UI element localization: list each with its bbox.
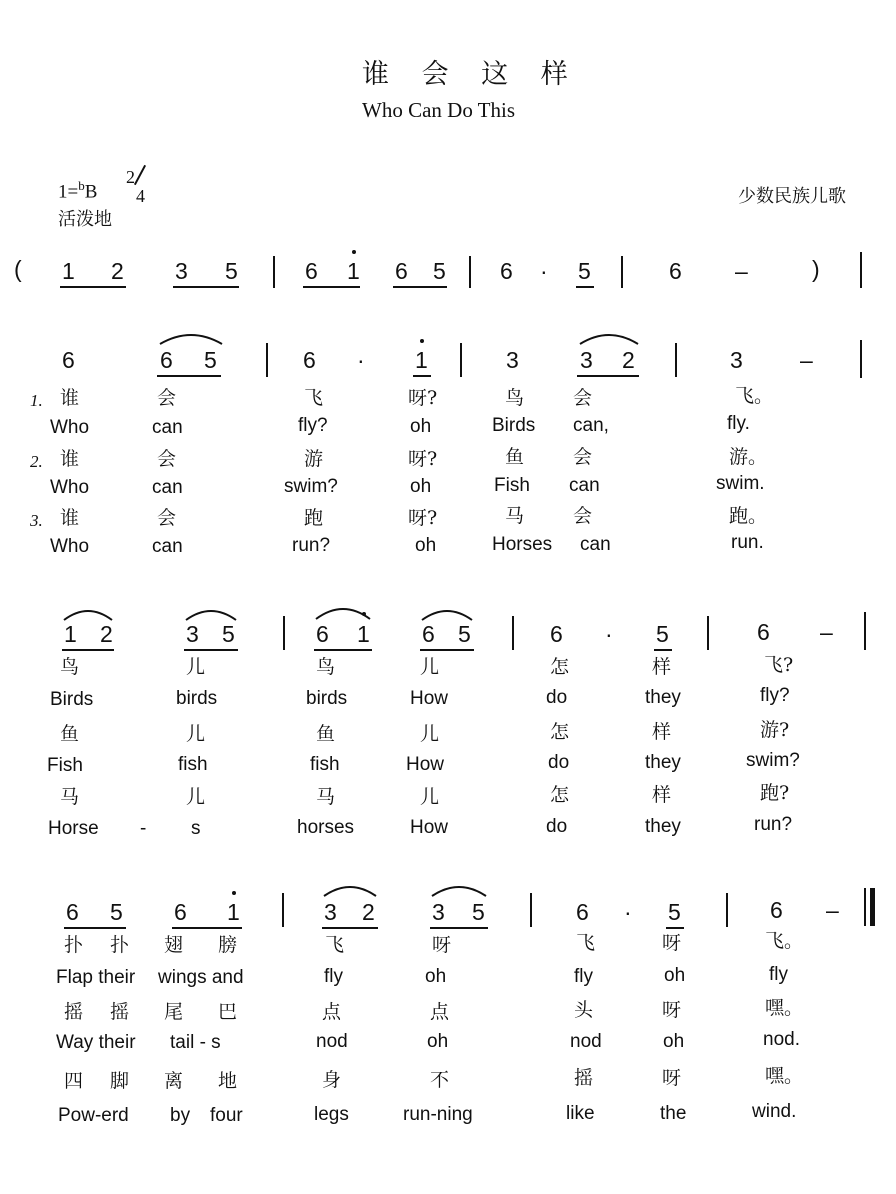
underline — [314, 649, 372, 651]
lyric-en: nod. — [763, 1029, 800, 1050]
lyric-en: can — [569, 475, 600, 496]
barline — [864, 612, 866, 650]
lyric-zh: 样 — [652, 784, 672, 806]
barline — [860, 340, 862, 378]
lyric-en: wings and — [158, 967, 244, 988]
lyric-en: they — [645, 687, 681, 708]
lyric-en: - — [140, 818, 147, 839]
lyric-zh: 飞 — [576, 932, 596, 954]
lyric-zh: 马 — [60, 786, 80, 808]
slur — [322, 882, 378, 898]
underline — [654, 649, 672, 651]
time-signature-slash — [134, 165, 146, 185]
lyric-en: Fish — [494, 475, 530, 496]
intro-note: 1 — [62, 258, 75, 284]
lyric-zh: 鱼 — [60, 723, 80, 745]
barline — [266, 343, 268, 377]
note: 2 — [362, 899, 375, 925]
lyric-zh: 嘿。 — [765, 997, 804, 1019]
final-barline-thin — [864, 888, 866, 926]
underline — [157, 375, 221, 377]
lyric-zh: 翅 — [164, 934, 184, 956]
lyric-zh: 儿 — [420, 656, 440, 678]
underline — [64, 927, 126, 929]
underline — [303, 286, 360, 288]
intro-note: 5 — [433, 258, 446, 284]
lyric-zh: 身 — [322, 1069, 342, 1091]
lyric-en: Birds — [50, 689, 94, 710]
underline — [393, 286, 447, 288]
lyric-en: four — [210, 1105, 243, 1126]
note: 3 — [506, 347, 519, 373]
lyric-zh: 扑 — [110, 934, 130, 956]
lyric-en: tail - s — [170, 1032, 221, 1053]
extension-dash: – — [800, 347, 813, 373]
lyric-zh: 摇 — [64, 1001, 84, 1023]
underline — [413, 375, 431, 377]
lyric-zh: 鸟 — [60, 656, 80, 678]
intro-note: 6 — [395, 258, 408, 284]
note: 5 — [458, 621, 471, 647]
barline — [283, 616, 285, 650]
extension-dash: – — [826, 897, 839, 923]
lyric-zh: 儿 — [186, 656, 206, 678]
note: 3 — [730, 347, 743, 373]
high-octave-dot — [232, 891, 236, 895]
lyric-en: oh — [410, 416, 432, 437]
lyric-en: oh — [664, 965, 686, 986]
lyric-zh: 怎 — [550, 721, 570, 743]
lyric-en: How — [410, 817, 449, 838]
intro-note: 2 — [111, 258, 124, 284]
lyric-zh: 跑 — [304, 507, 324, 529]
lyric-en: legs — [314, 1104, 349, 1125]
note: 5 — [204, 347, 217, 373]
tempo-marking: 活泼地 — [58, 209, 112, 230]
lyric-en: run-ning — [403, 1104, 473, 1125]
lyric-zh: 怎 — [550, 656, 570, 678]
verse-number: 1. — [30, 391, 43, 410]
intro-note: 6 — [500, 258, 513, 284]
barline — [621, 256, 623, 288]
lyric-zh: 会 — [573, 446, 593, 468]
lyric-en: do — [548, 752, 570, 773]
slur — [430, 882, 488, 898]
note: 1 — [227, 899, 240, 925]
slur — [578, 330, 640, 346]
intro-note: 6 — [305, 258, 318, 284]
lyric-en: Horse — [48, 818, 99, 839]
lyric-zh: 马 — [505, 505, 525, 527]
slur — [62, 606, 114, 622]
lyric-zh: 游 — [304, 448, 324, 470]
note: 5 — [110, 899, 123, 925]
lyric-zh: 呀? — [408, 387, 438, 409]
extension-dash: – — [820, 619, 833, 645]
lyric-en: fish — [178, 754, 208, 775]
lyric-en: swim? — [284, 476, 338, 497]
lyric-en: How — [410, 688, 449, 709]
underline — [576, 286, 594, 288]
note: 5 — [656, 621, 669, 647]
lyric-zh: 摇 — [110, 1001, 130, 1023]
lyric-zh: 谁 — [60, 448, 80, 470]
lyric-en: they — [645, 816, 681, 837]
slur — [420, 606, 474, 622]
lyric-zh: 呀? — [408, 448, 438, 470]
barline — [707, 616, 709, 650]
lyric-en: fly — [574, 966, 593, 987]
lyric-en: they — [645, 752, 681, 773]
lyric-en: birds — [306, 688, 348, 709]
lyric-en: Birds — [492, 415, 536, 436]
note: 1 — [64, 621, 77, 647]
lyric-en: oh — [415, 535, 437, 556]
lyric-zh: 扑 — [64, 934, 84, 956]
intro-note: 5 — [225, 258, 238, 284]
lyric-en: oh — [425, 966, 447, 987]
lyric-zh: 鱼 — [316, 723, 336, 745]
lyric-zh: 谁 — [60, 387, 80, 409]
lyric-en: wind. — [752, 1101, 797, 1122]
intro-paren-close: ) — [812, 256, 820, 282]
barline — [530, 893, 532, 927]
lyric-en: Pow-erd — [58, 1105, 129, 1126]
barline — [512, 616, 514, 650]
lyric-en: fly. — [727, 413, 750, 434]
lyric-zh: 脚 — [110, 1070, 130, 1092]
lyric-en: the — [660, 1103, 687, 1124]
note: 3 — [580, 347, 593, 373]
lyric-en: fly? — [760, 685, 790, 706]
lyric-en: Horses — [492, 534, 553, 555]
lyric-zh: 怎 — [550, 784, 570, 806]
lyric-en: fish — [310, 754, 340, 775]
lyric-zh: 鸟 — [505, 387, 525, 409]
note: 3 — [186, 621, 199, 647]
note: 5 — [222, 621, 235, 647]
note: 6 — [303, 347, 316, 373]
note: 5 — [472, 899, 485, 925]
key-note: B — [84, 181, 98, 203]
lyric-zh: 呀? — [408, 507, 438, 529]
lyric-en: can — [580, 534, 611, 555]
lyric-zh: 马 — [316, 786, 336, 808]
lyric-zh: 呀 — [662, 999, 682, 1021]
barline — [860, 252, 862, 288]
lyric-zh: 呀 — [662, 932, 682, 954]
key-label: 1= — [58, 181, 79, 203]
title-english: Who Can Do This — [362, 98, 516, 122]
barline — [469, 256, 471, 288]
high-octave-dot — [352, 250, 356, 254]
flat-sign: b — [78, 178, 85, 193]
lyric-en: swim. — [716, 473, 765, 494]
lyric-zh: 飞 — [304, 387, 324, 409]
note: 2 — [100, 621, 113, 647]
lyric-en: can — [152, 536, 183, 557]
underline — [172, 927, 242, 929]
underline — [62, 649, 114, 651]
underline — [577, 375, 639, 377]
high-octave-dot — [420, 339, 424, 343]
time-signature-top: 2 — [126, 167, 135, 187]
note: 3 — [432, 899, 445, 925]
underline — [322, 927, 378, 929]
underline — [173, 286, 239, 288]
lyric-en: Way their — [56, 1032, 136, 1053]
note: 6 — [576, 899, 589, 925]
lyric-en: fly — [769, 964, 788, 985]
lyric-en: by — [170, 1105, 191, 1126]
lyric-zh: 样 — [652, 721, 672, 743]
underline — [60, 286, 126, 288]
lyric-zh: 儿 — [186, 723, 206, 745]
lyric-en: horses — [297, 817, 355, 838]
note: 5 — [668, 899, 681, 925]
lyric-zh: 鱼 — [505, 446, 525, 468]
lyric-zh: 游? — [760, 719, 790, 741]
lyric-zh: 会 — [573, 387, 593, 409]
note: 6 — [174, 899, 187, 925]
lyric-en: nod — [570, 1031, 602, 1052]
lyric-en: like — [566, 1103, 595, 1124]
augmentation-dot: · — [540, 258, 548, 284]
lyric-zh: 会 — [157, 387, 177, 409]
barline — [282, 893, 284, 927]
lyric-en: birds — [176, 688, 218, 709]
note: 1 — [415, 347, 428, 373]
lyric-zh: 摇 — [574, 1067, 594, 1089]
lyric-zh: 呀 — [662, 1067, 682, 1089]
key-signature — [58, 178, 97, 203]
lyric-en: How — [406, 754, 445, 775]
note: 3 — [324, 899, 337, 925]
underline — [420, 649, 474, 651]
lyric-zh: 样 — [652, 656, 672, 678]
lyric-en: Who — [50, 477, 90, 498]
note: 6 — [550, 621, 563, 647]
title-chinese: 谁 会 这 样 — [362, 59, 580, 90]
intro-note: 3 — [175, 258, 188, 284]
lyric-en: Flap their — [56, 967, 136, 988]
lyric-en: swim? — [746, 750, 800, 771]
lyric-zh: 膀 — [218, 934, 238, 956]
lyric-en: Who — [50, 536, 90, 557]
lyric-zh: 巴 — [218, 1001, 238, 1023]
lyric-zh: 会 — [157, 507, 177, 529]
underline — [184, 649, 238, 651]
lyric-zh: 四 — [64, 1070, 84, 1092]
lyric-zh: 离 — [164, 1070, 184, 1092]
lyric-zh: 跑? — [760, 782, 790, 804]
lyric-zh: 呀 — [432, 934, 452, 956]
lyric-en: can, — [573, 415, 609, 436]
note: 1 — [357, 621, 370, 647]
underline — [666, 927, 684, 929]
note: 2 — [622, 347, 635, 373]
lyric-zh: 跑。 — [729, 505, 768, 527]
lyric-zh: 飞 — [325, 934, 345, 956]
lyric-en: fly — [324, 966, 343, 987]
augmentation-dot: · — [605, 621, 613, 647]
note: 6 — [422, 621, 435, 647]
lyric-zh: 会 — [157, 448, 177, 470]
barline — [460, 343, 462, 377]
note: 6 — [770, 897, 783, 923]
lyric-en: s — [191, 818, 201, 839]
lyric-en: run? — [292, 535, 331, 556]
lyric-zh: 鸟 — [316, 656, 336, 678]
verse-number: 2. — [30, 452, 43, 471]
lyric-en: oh — [427, 1031, 449, 1052]
lyric-zh: 谁 — [60, 507, 80, 529]
note: 6 — [66, 899, 79, 925]
lyric-en: nod — [316, 1031, 348, 1052]
lyric-en: fly? — [298, 415, 328, 436]
lyric-zh: 点 — [430, 1001, 450, 1023]
lyric-zh: 尾 — [164, 1001, 184, 1023]
lyric-zh: 飞。 — [735, 385, 774, 407]
barline — [726, 893, 728, 927]
barline — [273, 256, 275, 288]
intro-paren-open: ( — [14, 256, 22, 282]
lyric-zh: 会 — [573, 505, 593, 527]
lyric-en: Fish — [47, 755, 83, 776]
augmentation-dot: · — [357, 347, 365, 373]
lyric-en: can — [152, 477, 183, 498]
lyric-zh: 儿 — [186, 786, 206, 808]
final-barline-thick — [870, 888, 875, 926]
lyric-en: do — [546, 687, 568, 708]
lyric-zh: 嘿。 — [765, 1065, 804, 1087]
lyric-zh: 点 — [322, 1001, 342, 1023]
high-octave-dot — [362, 612, 366, 616]
lyric-en: can — [152, 417, 183, 438]
lyric-zh: 游。 — [729, 446, 768, 468]
barline — [675, 343, 677, 377]
lyric-zh: 儿 — [420, 723, 440, 745]
lyric-en: oh — [410, 476, 432, 497]
intro-note: 1 — [347, 258, 360, 284]
lyric-en: Who — [50, 417, 90, 438]
lyric-zh: 头 — [574, 999, 594, 1021]
augmentation-dot: · — [624, 899, 632, 925]
lyric-zh: 飞? — [764, 654, 794, 676]
underline — [430, 927, 488, 929]
note: 6 — [62, 347, 75, 373]
lyric-en: run. — [731, 532, 764, 553]
song-origin: 少数民族儿歌 — [738, 186, 846, 207]
lyric-zh: 儿 — [420, 786, 440, 808]
verse-number: 3. — [30, 511, 43, 530]
extension-dash: – — [735, 258, 748, 284]
note: 6 — [757, 619, 770, 645]
intro-note: 5 — [578, 258, 591, 284]
lyric-en: oh — [663, 1031, 685, 1052]
time-signature-bottom: 4 — [136, 186, 145, 206]
note: 6 — [316, 621, 329, 647]
lyric-zh: 飞。 — [765, 930, 804, 952]
lyric-en: run? — [754, 814, 793, 835]
lyric-en: do — [546, 816, 568, 837]
slur — [184, 606, 238, 622]
intro-note: 6 — [669, 258, 682, 284]
slur — [158, 330, 224, 346]
lyric-zh: 不 — [430, 1069, 450, 1091]
lyric-zh: 地 — [218, 1070, 238, 1092]
note: 6 — [160, 347, 173, 373]
